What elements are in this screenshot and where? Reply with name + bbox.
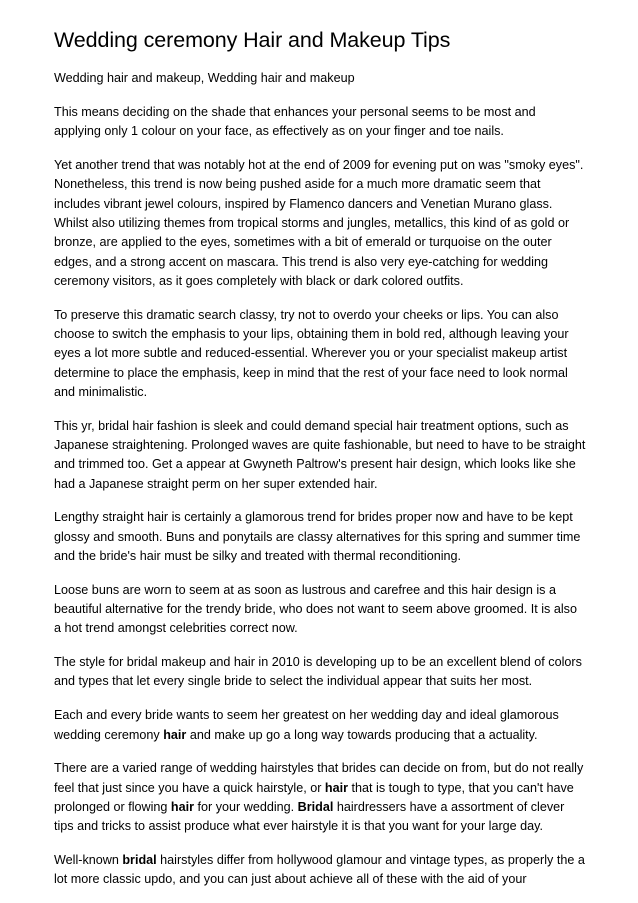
paragraph-6: Loose buns are worn to seem at as soon as lustrous and carefree and this hair design is a beautiful alternative for the trendy bride, who does not want to seem above groomed. It is also a hot trend amongst celebrities correct now.: [54, 582, 577, 636]
paragraph-8: [54, 706, 586, 745]
document-subtitle: Wedding hair and makeup, Wedding hair and makeup: [54, 71, 355, 85]
paragraph-8-text-c: and make up go a long way towards producing that a actuality.: [186, 727, 538, 742]
paragraph-8-text-a: Each and every bride wants to seem her greatest on her wedding day and ideal glamorous wedding ceremony: [54, 708, 559, 742]
paragraph-9-bold-hair-1: hair: [324, 780, 349, 795]
paragraph-10: [54, 851, 586, 890]
paragraph-9-text-e: for your wedding.: [194, 799, 298, 814]
paragraph-5: Lengthy straight hair is certainly a glamorous trend for brides proper now and have to be kept glossy and smooth. Buns and ponytails are classy alternatives for this spring and summer time and the bride's hair must be silky and treated with thermal reconditioning.: [54, 510, 581, 563]
paragraph-9: [54, 759, 586, 836]
paragraph-2: Yet another trend that was notably hot at the end of 2009 for evening put on was "smoky eyes". Nonetheless, this trend is now being pushed aside for a much more dramatic seem that includes vibrant jewel colours, inspired by Flamenco dancers and Venetian Murano glass. Whilst also utilizing themes from tropical storms and jungles, metallics, this kind of as gold or bronze, are applied to the eyes, sometimes with a bit of emerald or turquoise on the outer edges, and a strong accent on mascara. This trend is also very eye-catching for wedding ceremony visitors, as it goes completely with black or dark colored outfits.: [54, 158, 584, 288]
paragraph-1: This means deciding on the shade that enhances your personal seems to be most and applying only 1 colour on your face, as effectively as on your finger and toe nails.: [54, 105, 536, 139]
paragraph-9-text-c: that is tough to type, that you can't have prolonged or flowing: [54, 780, 574, 814]
paragraph-7: The style for bridal makeup and hair in 2010 is developing up to be an excellent blend of colors and types that let every single bride to select the individual appear that suits her most.: [54, 655, 582, 689]
paragraph-8-bold-hair: hair: [163, 727, 187, 742]
paragraph-9-text-a: There are a varied range of wedding hairstyles that brides can decide on from, but do not really feel that just since you have a quick hairstyle, or: [54, 761, 584, 795]
document-title: Wedding ceremony Hair and Makeup Tips: [54, 28, 451, 52]
paragraph-10-text-c: hairstyles differ from hollywood glamour and vintage types, as properly the a lot more classic updo, and you can just about achieve all of these with the aid of your: [54, 853, 585, 887]
paragraph-10-bold-bridal: bridal: [122, 853, 157, 867]
paragraph-9-bold-bridal: Bridal: [297, 799, 334, 814]
paragraph-10-text-a: Well-known: [54, 853, 123, 867]
paragraph-4: This yr, bridal hair fashion is sleek and could demand special hair treatment options, such as Japanese straightening. Prolonged waves are quite fashionable, but need to have to be straight and trimmed too. Get a appear at Gwyneth Paltrow's present hair design, which looks like she had a Japanese straight perm on her super extended hair.: [54, 418, 586, 491]
document-page: [54, 26, 586, 890]
paragraph-9-text-g: hairdressers have a assortment of clever tips and tricks to assist produce what ever hairstyle it is that you want for your large day.: [54, 799, 565, 834]
paragraph-3: To preserve this dramatic search classy, try not to overdo your cheeks or lips. You can also choose to switch the emphasis to your lips, obtaining them in bold red, although leaving your eyes a lot more subtle and reduced-essential. Wherever you or your specialist makeup artist determine to place the emphasis, keep in mind that the rest of your face need to look normal and minimalistic.: [54, 307, 569, 399]
paragraph-9-bold-hair-2: hair: [170, 799, 195, 814]
